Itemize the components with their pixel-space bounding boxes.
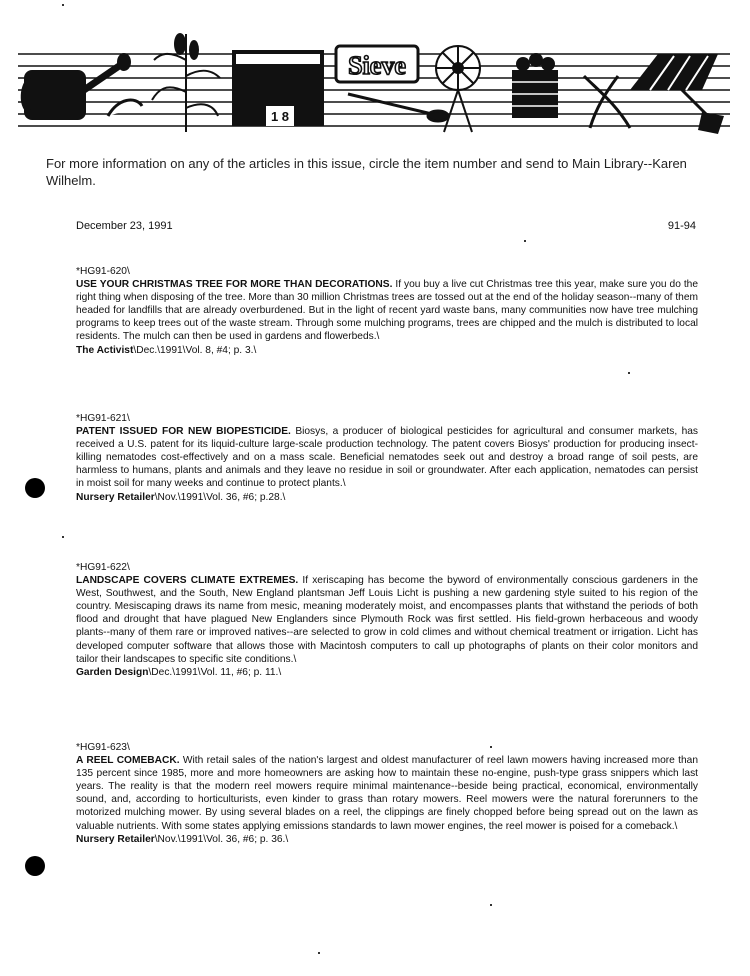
article-source	[76, 666, 698, 679]
article-citation: \Nov.\1991\Vol. 36, #6; p. 36.\	[154, 833, 289, 845]
article-publication: Garden Design	[76, 666, 149, 678]
scan-speck	[628, 372, 630, 374]
article-item-number[interactable]: *HG91-621\	[76, 413, 130, 424]
calendar-digits: 1 8	[270, 109, 290, 124]
scan-speck	[62, 4, 64, 6]
article-hg91-623	[76, 741, 698, 846]
scan-speck	[524, 240, 526, 242]
article-item-number[interactable]: *HG91-620\	[76, 266, 130, 277]
article-publication: Nursery Retailer	[76, 491, 155, 503]
trowel-icon	[678, 86, 724, 134]
punch-hole	[25, 478, 45, 498]
article-citation: \Dec.\1991\Vol. 8, #4; p. 3.\	[133, 344, 257, 356]
scan-speck	[490, 904, 492, 906]
corn-stalk-icon	[152, 34, 220, 132]
article-source	[76, 491, 698, 504]
cold-frame-icon	[630, 54, 718, 90]
intro-text: For more information on any of the articles in this issue, circle the item number and send to Main Library--Karen Wilhelm.	[46, 156, 687, 188]
article-body: Biosys, a producer of biological pesticides for agricultural and consumer markets, has received a U.S. patent for its liquid-culture large-scale production technology. The patent covers Biosys' production for producing insect-killing nematodes cost-effectively and on a mass scale. Beneficial nematodes seek out and destroy a broad range of soil pests, are harmless to humans, plants and animals and they leave no residue in soil or groundwater. After each application, nematodes can persist in moist soil for many weeks and continue to protect plants.\	[76, 426, 699, 490]
scan-speck	[318, 952, 320, 954]
article-body: With retail sales of the nation's largest and oldest manufacturer of reel lawn mowers having increased more than 135 percent since 1985, more and more homeowners are asking how to maintain these no-engine, push-type grass snippers which last years. The reality is that the modern reel mowers require minimal maintenance--beside being practical, economical, environmentally sound, and, according to horticulturists, even kinder to grass than rotary mowers. Reel mowers were the natural forerunners to the motorized mulching mower. By using several blades on a reel, the clippings are finely chopped before being spread out on the lawn as valuable nutrients. With some states applying emissions standards to lawn mower engines, the reel mower is poised for a comeback.\	[76, 755, 699, 832]
issue-number: 91-94	[667, 220, 696, 232]
punch-hole	[25, 856, 45, 876]
scan-speck	[490, 746, 492, 748]
sieve-banner	[18, 20, 730, 138]
scan-speck	[62, 536, 64, 538]
article-publication: Nursery Retailer	[76, 833, 155, 845]
watering-can-icon	[23, 53, 142, 120]
article-citation: \Dec.\1991\Vol. 11, #6; p. 11.\	[148, 666, 282, 678]
article-headline: PATENT ISSUED FOR NEW BIOPESTICIDE.	[76, 426, 296, 438]
calendar-icon	[232, 50, 324, 126]
article-body: If you buy a live cut Christmas tree this year, make sure you do the right thing when disposing of the tree. More than 30 million Christmas trees are tossed out at the end of the holiday season--many of them headed for landfills that are already overburdened. But in the light of recent yard waste bans, many communities now have tree mulching programs to keep trees out of the waste stream. Through some mulching programs, trees are chipped and the mulch is distributed to local residents. The mulch can then be used in gardens and flowerbeds.\	[76, 279, 698, 343]
article-publication: The Activist	[76, 344, 134, 356]
article-source	[76, 833, 698, 846]
article-headline: A REEL COMEBACK.	[76, 755, 183, 767]
sieve-title-text: Sieve	[348, 51, 406, 80]
article-source	[76, 344, 698, 357]
article-hg91-620	[76, 265, 698, 357]
dateline	[76, 220, 696, 232]
article-headline: USE YOUR CHRISTMAS TREE FOR MORE THAN DECORATIONS.	[76, 279, 396, 291]
basket-icon	[512, 53, 558, 118]
article-citation: \Nov.\1991\Vol. 36, #6; p.28.\	[154, 491, 286, 503]
article-hg91-621	[76, 412, 698, 504]
article-hg91-622	[76, 561, 698, 679]
article-body: If xeriscaping has become the byword of environmentally conscious gardeners in the West, Southwest, and the South, New England plantsman Jeff Louis Licht is pushing a new gardening style suited to his region of the country. Mesiscaping draws its name from mesic, meaning moderately moist, and encompasses plants that withstand the periods of both flood and drought that have plagued New Englanders since Plymouth Rock was first settled. His field-grown herbaceous and woody plants--many of them rare or improved natives--are selected to grow in cold climes and without chemical treatment or irrigation. Licht has developed computer software that allows those with Macintosh computers to call up photographs of plants on their color monitors and tailor their landscapes to specific site conditions.\	[76, 575, 699, 665]
article-item-number[interactable]: *HG91-622\	[76, 562, 130, 573]
article-headline: LANDSCAPE COVERS CLIMATE EXTREMES.	[76, 575, 303, 587]
shovel-icon	[348, 94, 448, 121]
sieve-title	[336, 46, 418, 82]
issue-date: December 23, 1991	[76, 220, 173, 232]
article-item-number[interactable]: *HG91-623\	[76, 742, 130, 753]
